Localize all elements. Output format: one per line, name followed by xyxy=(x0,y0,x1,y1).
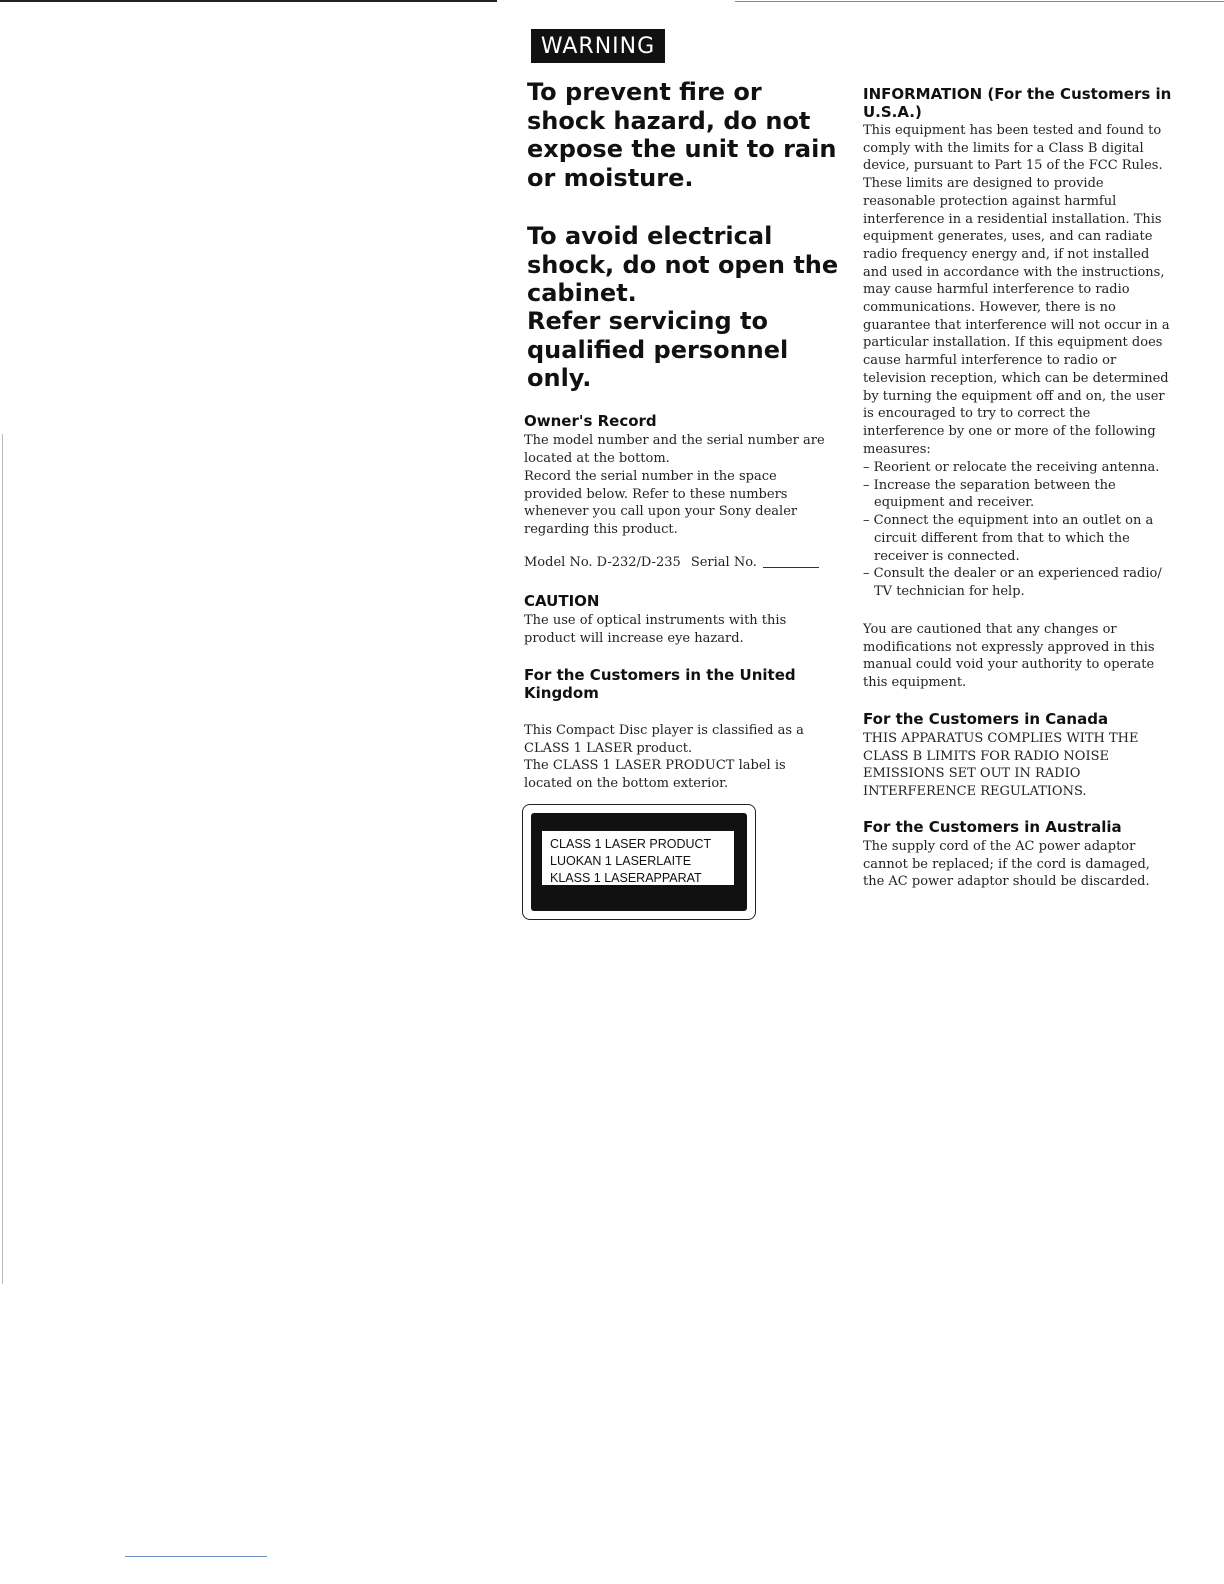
australia-text: The supply cord of the AC power adaptor cannot be replaced; if the cord is damaged, the AC power adaptor should be discarded. xyxy=(863,839,1150,890)
fire-hazard-heading: To prevent fire or shock hazard, do not expose the unit to rain or moisture. xyxy=(527,78,837,192)
usa-title: INFORMATION (For the Customers in U.S.A.) xyxy=(863,85,1172,121)
canada-title: For the Customers in Canada xyxy=(863,710,1109,728)
top-rule-left xyxy=(0,0,497,2)
model-serial-line xyxy=(524,555,844,570)
uk-text-2: The CLASS 1 LASER PRODUCT label is located on the bottom exterior. xyxy=(524,758,786,791)
usa-measures-list xyxy=(863,459,1173,601)
bottom-rule xyxy=(125,1556,267,1557)
laser-label-line-1: CLASS 1 LASER PRODUCT xyxy=(550,837,712,851)
top-rule-right xyxy=(735,1,1224,2)
caution-title: CAUTION xyxy=(524,592,600,610)
laser-product-label xyxy=(522,804,756,920)
list-item: – Connect the equipment into an outlet on a circuit different from that to which the receiver is connected. xyxy=(863,513,1154,564)
usa-text: This equipment has been tested and found to comply with the limits for a Class B digital device, pursuant to Part 15 of the FCC Rules. These limits are designed to provide reasonable protection against harmful interference in a residential installation. This equipment generates, uses, and can radiate radio frequency energy and, if not installed and used in accordance with the instructions, may cause harmful interference to radio communications. However, there is no guarantee that interference will not occur in a particular installation. If this equipment does cause harmful interference to radio or television reception, which can be determined by turning the equipment off and on, the user is encouraged to try to correct the interference by one or more of the following measures: xyxy=(863,123,1170,457)
left-margin-rule xyxy=(2,434,3,1284)
list-item: – Increase the separation between the equipment and receiver. xyxy=(863,477,1116,511)
owners-record-text-2: Record the serial number in the space provided below. Refer to these numbers whenever you call upon your Sony dealer regarding this product. xyxy=(524,469,798,538)
canada-text: THIS APPARATUS COMPLIES WITH THE CLASS B LIMITS FOR RADIO NOISE EMISSIONS SET OUT IN RADIO INTERFERENCE REGULATIONS. xyxy=(863,731,1139,800)
servicing-heading: Refer servicing to qualified personnel only. xyxy=(527,307,789,392)
list-item: – Reorient or relocate the receiving antenna. xyxy=(863,460,1160,475)
caution-text: The use of optical instruments with this product will increase eye hazard. xyxy=(524,613,787,646)
serial-number-blank xyxy=(763,567,819,568)
laser-label-line-2: LUOKAN 1 LASERLAITE xyxy=(550,854,692,868)
list-item: – Consult the dealer or an experienced radio/ TV technician for help. xyxy=(863,566,1162,599)
model-number-label: Model No. D-232/D-235 xyxy=(524,555,681,570)
shock-heading: To avoid electrical shock, do not open the cabinet. xyxy=(527,222,839,307)
owners-record-text-1: The model number and the serial number are located at the bottom. xyxy=(524,433,825,466)
usa-caution-text: You are cautioned that any changes or modifications not expressly approved in this manual could void your authority to operate this equipment. xyxy=(863,622,1155,691)
uk-text-1: This Compact Disc player is classified as a CLASS 1 LASER product. xyxy=(524,723,804,756)
australia-title: For the Customers in Australia xyxy=(863,818,1122,836)
serial-number-label: Serial No. xyxy=(690,555,757,570)
warning-badge: WARNING xyxy=(531,29,665,63)
laser-label-line-3: KLASS 1 LASERAPPARAT xyxy=(550,871,702,885)
laser-label-text xyxy=(542,831,734,885)
laser-label-inner xyxy=(531,813,747,911)
uk-title: For the Customers in the United Kingdom xyxy=(524,666,796,702)
owners-record-title: Owner's Record xyxy=(524,412,657,430)
